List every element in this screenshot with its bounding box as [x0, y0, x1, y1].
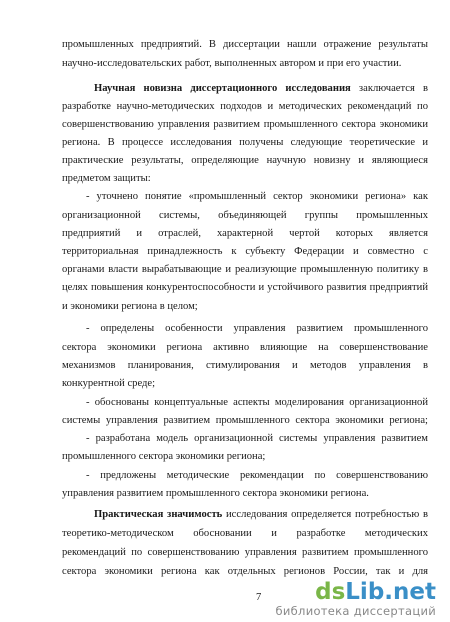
text-line: промышленного сектора экономики региона; [62, 451, 266, 462]
text-fragment: исследования определяется потребностью в [222, 509, 429, 520]
watermark-subtitle: библиотека диссертаций [275, 604, 436, 618]
logo-prefix: ds [315, 579, 346, 605]
text-line [94, 508, 428, 521]
text-line: сектора экономики региона активно влияющие на совершенствование [62, 342, 428, 353]
text-fragment: заключается в [350, 83, 428, 94]
text-line: механизмов планирования, стимулирования и методов управления в [62, 360, 428, 371]
text-line: совершенствованию управления развитием промышленного сектора экономики [62, 119, 428, 130]
page-number: 7 [256, 592, 262, 603]
text-line: рекомендаций по совершенствованию управления развитием промышленного [62, 547, 428, 558]
text-line: предприятий и отраслей, характерной чертой которых является [62, 228, 428, 239]
text-line: практические результаты, определяющие научную новизну и являющиеся [62, 155, 428, 166]
text-line: конкурентной среде; [62, 378, 156, 389]
text-line: - определены особенности управления развитием промышленного [86, 323, 428, 334]
text-line: теоретико-методическом обосновании и разработке методических [62, 528, 428, 539]
text-line: управления развитием промышленного сектора экономики региона. [62, 488, 369, 499]
text-line: - уточнено понятие «промышленный сектор экономики региона» как [86, 191, 428, 202]
watermark-logo [275, 580, 436, 604]
text-line: предметом защиты: [62, 173, 151, 184]
text-line: разработке научно-методических подходов и методических рекомендаций по [62, 101, 428, 112]
text-line: региона. В процессе исследования получены следующие теоретические и [62, 137, 428, 148]
text-line: и экономики региона в целом; [62, 301, 198, 312]
bold-heading: Научная новизна диссертационного исследования [94, 83, 351, 94]
text-line: организационной системы, объединяющей группы промышленных [62, 210, 428, 221]
watermark [275, 580, 436, 618]
text-line: промышленных предприятий. В диссертации нашли отражение результаты [62, 39, 428, 50]
text-line: научно-исследовательских работ, выполненных автором и при его участии. [62, 58, 402, 69]
bold-heading: Практическая значимость [94, 509, 223, 520]
text-line: - обоснованы концептуальные аспекты моделирования организационной [86, 397, 428, 408]
text-line: - разработана модель организационной системы управления развитием [86, 433, 428, 444]
logo-suffix: Lib.net [345, 579, 436, 605]
text-line [94, 82, 428, 95]
text-line: целях повышения конкурентоспособности и устойчивого развития предприятий [62, 282, 428, 293]
text-line: - предложены методические рекомендации по совершенствованию [86, 470, 428, 481]
text-line: сектора экономики региона как отдельных регионов России, так и для [62, 566, 428, 577]
text-line: органами власти вырабатывающие и реализующие промышленную политику в [62, 264, 428, 275]
text-line: системы управления развитием промышленного сектора экономики региона; [62, 415, 428, 426]
text-line: территориальная принадлежность к субъекту Федерации и совместно с [62, 246, 428, 257]
